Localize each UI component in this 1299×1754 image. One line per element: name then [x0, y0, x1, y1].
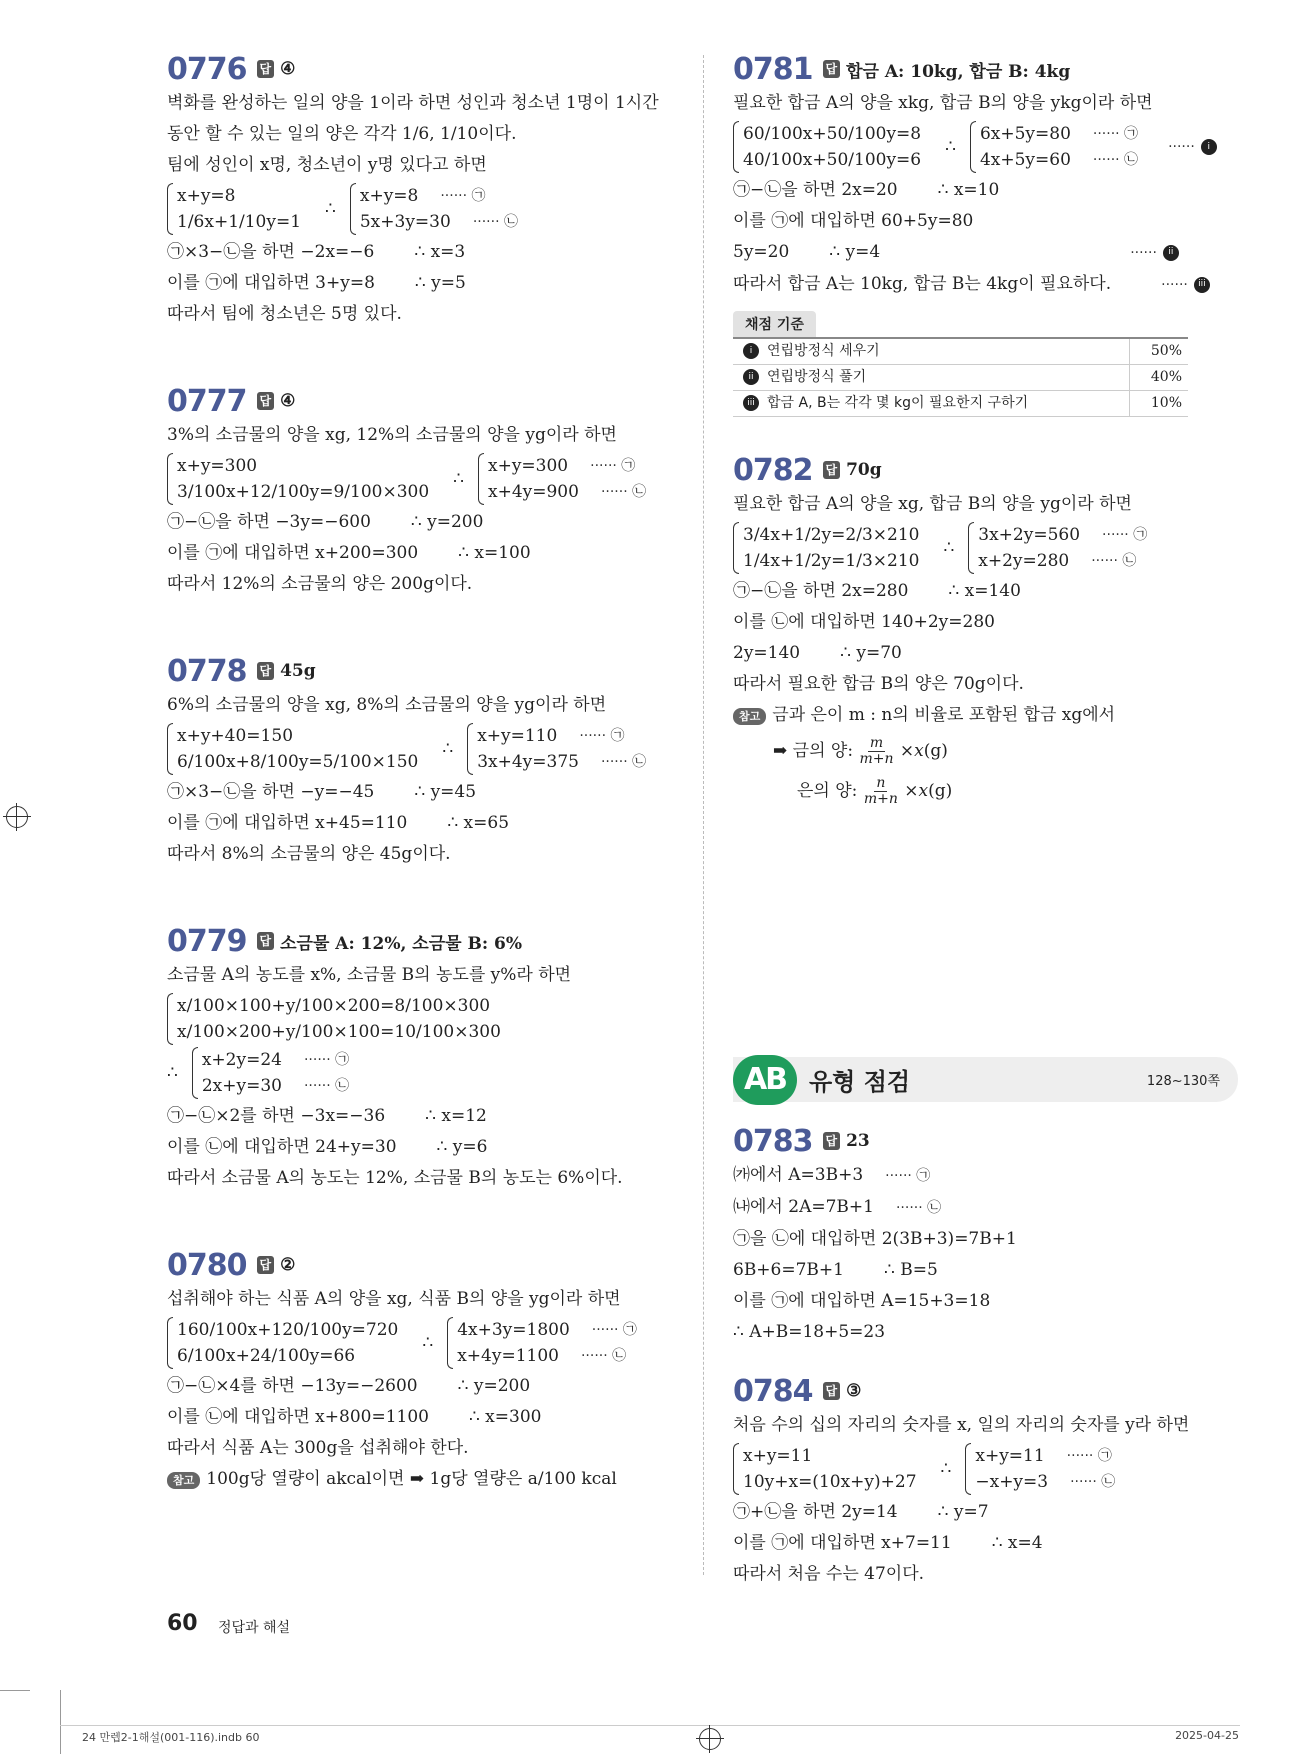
- answer: ③: [846, 1381, 862, 1401]
- conclusion: 따라서 처음 수는 47이다.: [733, 1564, 925, 1584]
- grading-table: [733, 311, 1188, 417]
- equation: x+y=8: [177, 186, 236, 206]
- problem-0777: [167, 382, 687, 600]
- work-result: ∴ x=4: [991, 1533, 1043, 1553]
- print-date: 2025-04-25: [1175, 1729, 1239, 1742]
- grading-row: iii 합금 A, B는 각각 몇 kg이 필요한지 구하기 10%: [733, 391, 1188, 417]
- grading-title: 채점 기준: [733, 311, 816, 337]
- equation-system: 160/100x+120/100y=720 6/100x+24/100y=66 ∴ 4x+3y=1800 ······ ㉠ x+4y=1100 ······ ㉡: [167, 1317, 687, 1369]
- equation: 2x+y=30: [201, 1076, 282, 1096]
- answer-tag: 답: [257, 662, 275, 680]
- equation-system: x+y=300 3/100x+12/100y=9/100×300 ∴ x+y=300 ······ ㉠ x+4y=900 ······ ㉡: [167, 453, 687, 505]
- text-line: 필요한 합금 A의 양을 xg, 합금 B의 양을 yg이라 하면: [733, 494, 1132, 514]
- text-line: 3%의 소금물의 양을 xg, 12%의 소금물의 양을 yg이라 하면: [167, 425, 617, 445]
- work-result: ∴ x=140: [948, 581, 1021, 601]
- left-column: [167, 50, 687, 1547]
- work-result: ∴ x=100: [458, 543, 531, 563]
- answer-tag: 답: [257, 1256, 275, 1274]
- work-result: ∴ x=65: [447, 813, 510, 833]
- equation: 1/6x+1/10y=1: [177, 212, 302, 232]
- problem-0779: [167, 922, 687, 1194]
- problem-0782: 0782 답 70g 필요한 합금 A의 양을 xg, 합금 B의 양을 yg이라 하면 3/4x+1/2y=2/3×210 1/4x+1/2y=1/3×210 ∴ 3x+2y=560 ······ ㉠ x+2y=280 ······ ㉡ ㉠−㉡을 하면 2x=280 ∴ x=140 이를 ㉡에 대입하면 140+2y=280 2y=140 ∴ y=70 따라서 필요한 합금 B의 양은 70g이다. 참고 금과 은이 m : n의 비율로 포함된 합금 xg에서 ➡ 금의 양: $\frac{m}{m+n}$ ×x(g) 은의 양: $\frac{n}{m+n}$ ×x(g): [733, 451, 1243, 811]
- problem-number: 0784: [733, 1373, 813, 1409]
- equation: 6x+5y=80: [979, 124, 1071, 144]
- answer: ④: [280, 391, 296, 411]
- answer: ④: [280, 59, 296, 79]
- equation: x/100×100+y/100×200=8/100×300: [177, 996, 491, 1016]
- answer: ②: [280, 1255, 296, 1275]
- crop-mark: [0, 1690, 30, 1691]
- work-line: 이를 ㉡에 대입하면 140+2y=280: [733, 612, 995, 632]
- ab-logo: AB: [733, 1055, 797, 1105]
- note-tag: 참고: [167, 1472, 200, 1489]
- work-line: 이를 ㉡에 대입하면 24+y=30: [167, 1137, 397, 1157]
- work-line: ㉠−㉡을 하면 2x=20: [733, 180, 898, 200]
- answer-tag: 답: [257, 392, 275, 410]
- bottom-rule: [60, 1725, 1240, 1726]
- grading-text: 합금 A, B는 각각 몇 kg이 필요한지 구하기: [767, 395, 1029, 411]
- file-info: 24 만렙2-1해설(001-116).indb 60: [82, 1731, 260, 1744]
- equation: 6/100x+8/100y=5/100×150: [177, 752, 419, 772]
- work-result: ∴ y=5: [414, 273, 466, 293]
- equation: x+2y=280: [978, 551, 1070, 571]
- equation: 4x+3y=1800: [457, 1320, 570, 1340]
- problem-number: 0783: [733, 1123, 813, 1159]
- work-line: 6B+6=7B+1: [733, 1260, 844, 1280]
- answer: 소금물 A: 12%, 소금물 B: 6%: [280, 933, 523, 954]
- text-line: 동안 할 수 있는 일의 양은 각각 1/6, 1/10이다.: [167, 124, 517, 144]
- work-line: 이를 ㉠에 대입하면 60+5y=80: [733, 211, 974, 231]
- conclusion: 따라서 식품 A는 300g을 섭취해야 한다.: [167, 1438, 469, 1458]
- answer-tag: 답: [823, 1382, 841, 1400]
- equation-system: x+y=8 1/6x+1/10y=1 ∴ x+y=8 ······ ㉠ 5x+3y=30 ······ ㉡: [167, 183, 687, 235]
- work-line: 이를 ㉠에 대입하면 3+y=8: [167, 273, 375, 293]
- equation: 3x+4y=375: [477, 752, 579, 772]
- problem-number: 0778: [167, 653, 247, 689]
- page-number: 60: [167, 1611, 198, 1636]
- note-silver: 은의 양:: [797, 781, 858, 801]
- right-column: [733, 50, 1243, 863]
- problem-number: 0780: [167, 1247, 247, 1283]
- problem-number: 0781: [733, 51, 813, 87]
- step-ii-icon: ii: [1163, 245, 1179, 261]
- work-line: 2y=140: [733, 643, 801, 663]
- equation: x+y=300: [177, 456, 258, 476]
- work-result: ∴ x=300: [468, 1407, 542, 1427]
- grading-pct: 50%: [1129, 339, 1188, 364]
- work-line: 이를 ㉠에 대입하면 x+45=110: [167, 813, 408, 833]
- work-result: ∴ x=12: [425, 1106, 487, 1126]
- step-iii-icon: iii: [1194, 277, 1210, 293]
- note-text: 100g당 열량이 akcal이면 ➡ 1g당 열량은 a/100 kcal: [206, 1469, 617, 1489]
- note-gold: ➡ 금의 양:: [773, 741, 854, 761]
- work-line: ㉠×3−㉡을 하면 −2x=−6: [167, 242, 375, 262]
- crop-mark: [60, 1690, 61, 1754]
- equation: 6/100x+24/100y=66: [177, 1346, 356, 1366]
- problem-number: 0779: [167, 923, 247, 959]
- answer-tag: 답: [257, 932, 275, 950]
- work-line: ㉠×3−㉡을 하면 −y=−45: [167, 782, 375, 802]
- equation: x+2y=24: [201, 1050, 282, 1070]
- problem-0784: [733, 1372, 1243, 1590]
- equation-system: x+y+40=150 6/100x+8/100y=5/100×150 ∴ x+y=110 ······ ㉠ 3x+4y=375 ······ ㉡: [167, 723, 687, 775]
- note-tag: 참고: [733, 708, 766, 725]
- answer: 23: [846, 1131, 870, 1151]
- text-line: 섭취해야 하는 식품 A의 양을 xg, 식품 B의 양을 yg이라 하면: [167, 1289, 621, 1309]
- work-result: ∴ B=5: [883, 1260, 938, 1280]
- grading-pct: 40%: [1129, 365, 1188, 390]
- equation: 4x+5y=60: [979, 150, 1071, 170]
- conclusion: 따라서 합금 A는 10kg, 합금 B는 4kg이 필요하다.: [733, 274, 1112, 294]
- work-result: ∴ y=70: [840, 643, 902, 663]
- work-result: ∴ y=45: [414, 782, 477, 802]
- problem-number: 0777: [167, 383, 247, 419]
- work-line: ㉠−㉡×2를 하면 −3x=−36: [167, 1106, 386, 1126]
- work-line: 이를 ㉠에 대입하면 x+200=300: [167, 543, 419, 563]
- right-column-lower: [733, 1122, 1243, 1642]
- grading-text: 연립방정식 세우기: [767, 343, 880, 359]
- problem-number: 0776: [167, 51, 247, 87]
- equation: 40/100x+50/100y=6: [743, 150, 922, 170]
- answer-tag: 답: [823, 461, 841, 479]
- answer-tag: 답: [823, 60, 841, 78]
- work-line: 이를 ㉠에 대입하면 x+7=11: [733, 1533, 952, 1553]
- conclusion: 따라서 팀에 청소년은 5명 있다.: [167, 304, 402, 324]
- work-result: ∴ y=6: [436, 1137, 488, 1157]
- equation: x/100×200+y/100×100=10/100×300: [177, 1022, 501, 1042]
- problem-number: 0782: [733, 452, 813, 488]
- note-text: 금과 은이 m : n의 비율로 포함된 합금 xg에서: [772, 705, 1116, 725]
- text-line: 벽화를 완성하는 일의 양을 1이라 하면 성인과 청소년 1명이 1시간: [167, 93, 659, 113]
- column-divider: [703, 55, 704, 1575]
- answer-tag: 답: [823, 1132, 841, 1150]
- equation: −x+y=3: [975, 1472, 1049, 1492]
- equation: 10y+x=(10x+y)+27: [743, 1472, 917, 1492]
- problem-0780: [167, 1246, 687, 1495]
- registration-mark-icon: [6, 806, 28, 828]
- step-i-icon: i: [1201, 139, 1217, 155]
- grading-pct: 10%: [1129, 391, 1188, 416]
- work-result: ∴ x=10: [937, 180, 1000, 200]
- problem-0781: 0781 답 합금 A: 10kg, 합금 B: 4kg 필요한 합금 A의 양을 xkg, 합금 B의 양을 ykg이라 하면 60/100x+50/100y=8 40/100x+50/100y=6 ∴ 6x+5y=80 ······ ㉠ 4x+5y=60 ······ ㉡ ······ i ㉠−㉡을 하면 2x=20 ∴ x=10 이를 ㉠에 대입하면 60+5y=80 5y=20 ∴ y=4 ······ ii 따라서 합금 A는 10kg, 합금 B는 4kg이 필요하다. ······ iii 채점 기준 i 연립방정식 세우기 50% ii 연립방정식 풀기 40% iii 합금 A, B는 각각 몇 kg이 필요한지 구하기 10%: [733, 50, 1243, 417]
- equation-system-result: ∴ x+2y=24 ······ ㉠ 2x+y=30 ······ ㉡: [167, 1047, 687, 1099]
- equation: 160/100x+120/100y=720: [177, 1320, 399, 1340]
- equation: 3x+2y=560: [978, 525, 1081, 545]
- work-line: ㉠−㉡을 하면 −3y=−600: [167, 512, 371, 532]
- equation: x+y=300: [488, 456, 569, 476]
- equation: x+y=11: [975, 1446, 1045, 1466]
- equation-system: [167, 993, 687, 1045]
- work-result: ∴ y=7: [937, 1502, 989, 1522]
- work-result: ∴ x=3: [414, 242, 466, 262]
- conclusion: 따라서 필요한 합금 B의 양은 70g이다.: [733, 674, 1024, 694]
- grading-row: i 연립방정식 세우기 50%: [733, 337, 1188, 365]
- section-banner: [733, 1057, 1238, 1102]
- text-line: 6%의 소금물의 양을 xg, 8%의 소금물의 양을 yg이라 하면: [167, 695, 607, 715]
- equation: x+y=11: [743, 1446, 813, 1466]
- text-line: 처음 수의 십의 자리의 숫자를 x, 일의 자리의 숫자를 y라 하면: [733, 1415, 1190, 1435]
- work-line: ㈎에서 A=3B+3: [733, 1165, 864, 1185]
- equation: x+y+40=150: [177, 726, 294, 746]
- problem-0776: [167, 50, 687, 330]
- work-line: ㉠을 ㉡에 대입하면 2(3B+3)=7B+1: [733, 1229, 1017, 1249]
- work-line: 이를 ㉠에 대입하면 A=15+3=18: [733, 1291, 991, 1311]
- answer: 45g: [280, 661, 316, 681]
- problem-0778: [167, 652, 687, 870]
- equation: 3/4x+1/2y=2/3×210: [743, 525, 920, 545]
- equation: x+4y=1100: [457, 1346, 559, 1366]
- work-line: ㉠+㉡을 하면 2y=14: [733, 1502, 898, 1522]
- equation-system: 60/100x+50/100y=8 40/100x+50/100y=6 ∴ 6x+5y=80 ······ ㉠ 4x+5y=60 ······ ㉡ ······ i: [733, 121, 1243, 173]
- problem-0783: 0783 답 23 ㈎에서 A=3B+3 ······ ㉠ ㈏에서 2A=7B+1 ······ ㉡ ㉠을 ㉡에 대입하면 2(3B+3)=7B+1 6B+6=7B+1 ∴ B=5 이를 ㉠에 대입하면 A=15+3=18 ∴ A+B=18+5=23: [733, 1122, 1243, 1348]
- equation: x+y=110: [477, 726, 558, 746]
- equation-system: 3/4x+1/2y=2/3×210 1/4x+1/2y=1/3×210 ∴ 3x+2y=560 ······ ㉠ x+2y=280 ······ ㉡: [733, 522, 1243, 574]
- work-result: ∴ y=200: [457, 1376, 531, 1396]
- conclusion: 따라서 12%의 소금물의 양은 200g이다.: [167, 574, 473, 594]
- text-line: 팀에 성인이 x명, 청소년이 y명 있다고 하면: [167, 155, 487, 175]
- grading-row: ii 연립방정식 풀기 40%: [733, 365, 1188, 391]
- answer: 합금 A: 10kg, 합금 B: 4kg: [846, 61, 1071, 82]
- banner-title: 유형 점검: [809, 1068, 911, 1096]
- banner-pages: 128~130쪽: [1146, 1074, 1220, 1089]
- work-line: ㉠−㉡을 하면 2x=280: [733, 581, 909, 601]
- work-line: ∴ A+B=18+5=23: [733, 1322, 886, 1342]
- answer: 70g: [846, 460, 882, 480]
- text-line: 필요한 합금 A의 양을 xkg, 합금 B의 양을 ykg이라 하면: [733, 93, 1153, 113]
- equation: 5x+3y=30: [359, 212, 451, 232]
- equation: 3/100x+12/100y=9/100×300: [177, 482, 430, 502]
- footer-label: 정답과 해설: [218, 1620, 291, 1636]
- equation: x+4y=900: [488, 482, 579, 502]
- work-line: ㈏에서 2A=7B+1: [733, 1197, 874, 1217]
- work-line: 5y=20: [733, 242, 790, 262]
- work-result: ∴ y=200: [410, 512, 484, 532]
- work-result: ∴ y=4: [829, 242, 881, 262]
- answer-tag: 답: [257, 60, 275, 78]
- text-line: 소금물 A의 농도를 x%, 소금물 B의 농도를 y%라 하면: [167, 965, 572, 985]
- equation: 60/100x+50/100y=8: [743, 124, 922, 144]
- equation: x+y=8: [359, 186, 419, 206]
- work-line: ㉠−㉡×4를 하면 −13y=−2600: [167, 1376, 418, 1396]
- work-line: 이를 ㉡에 대입하면 x+800=1100: [167, 1407, 429, 1427]
- conclusion: 따라서 소금물 A의 농도는 12%, 소금물 B의 농도는 6%이다.: [167, 1168, 623, 1188]
- equation: 1/4x+1/2y=1/3×210: [743, 551, 920, 571]
- conclusion: 따라서 8%의 소금물의 양은 45g이다.: [167, 844, 451, 864]
- equation-system: x+y=11 10y+x=(10x+y)+27 ∴ x+y=11 ······ ㉠ −x+y=3 ······ ㉡: [733, 1443, 1243, 1495]
- grading-text: 연립방정식 풀기: [767, 369, 867, 385]
- registration-mark-icon: [699, 1728, 721, 1750]
